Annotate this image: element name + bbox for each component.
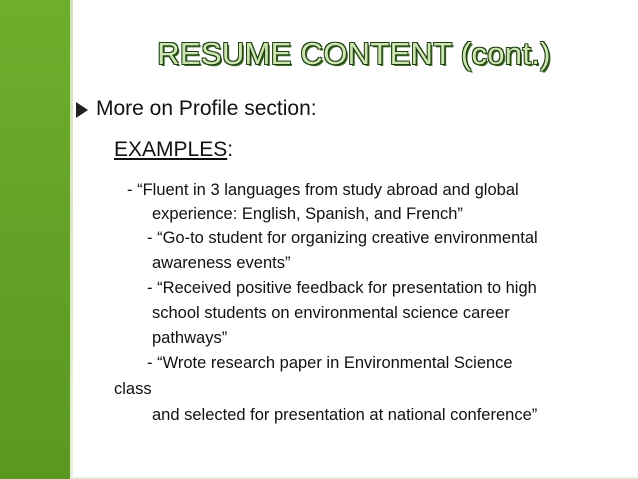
profile-bullet-text: More on Profile section: bbox=[96, 97, 317, 120]
profile-bullet bbox=[76, 97, 317, 121]
example-line: school students on environmental science career bbox=[152, 304, 510, 322]
example-line: - “Fluent in 3 languages from study abroad and global bbox=[127, 181, 519, 199]
slide-title: RESUME CONTENT (cont.) bbox=[157, 36, 551, 71]
examples-heading bbox=[114, 138, 233, 162]
left-green-bar bbox=[0, 0, 70, 479]
examples-colon: : bbox=[227, 138, 234, 161]
example-line: - “Go-to student for organizing creative environmental bbox=[147, 229, 538, 247]
examples-label: EXAMPLES bbox=[114, 138, 228, 161]
example-line: and selected for presentation at national conference” bbox=[152, 406, 538, 424]
example-line: experience: English, Spanish, and French” bbox=[152, 205, 463, 223]
example-line: awareness events” bbox=[152, 254, 291, 272]
triangle-bullet-icon bbox=[76, 102, 88, 118]
example-line: - “Received positive feedback for presentation to high bbox=[147, 279, 537, 297]
example-line: class bbox=[114, 380, 152, 398]
example-line: - “Wrote research paper in Environmental Science bbox=[147, 354, 513, 372]
example-line: pathways” bbox=[152, 329, 228, 347]
